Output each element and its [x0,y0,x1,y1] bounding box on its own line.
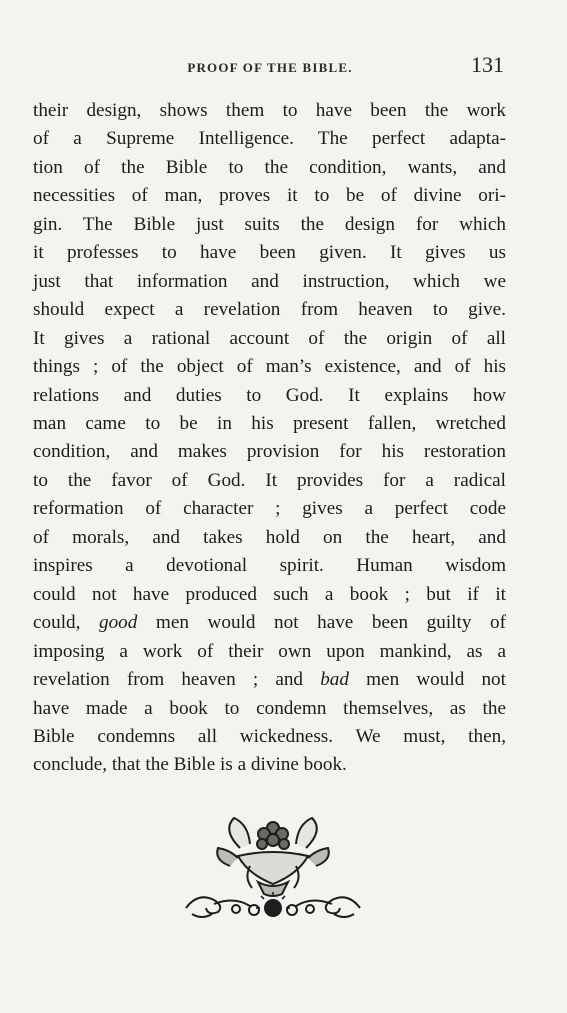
text-segment: condition, and makes provision for his restoration [33,441,506,463]
text-segment: of morals, and takes hold on the heart, and [33,526,506,548]
text-segment: Bible condemns all wickedness. We must, then, [33,725,506,747]
text-segment: man came to be in his present fallen, wretched [33,412,506,434]
text-line [33,438,506,466]
text-line [33,695,506,723]
text-segment: gin. The Bible just suits the design for which [33,213,506,235]
text-segment: could, [33,612,99,634]
text-segment: conclude, that the Bible is a divine book. [33,754,347,776]
text-line [33,325,506,353]
text-segment: of a Supreme Intelligence. The perfect adapta- [33,128,506,150]
text-line [33,353,506,381]
text-line [33,410,506,438]
text-line [33,581,506,609]
text-line [33,751,506,779]
text-line [33,723,506,751]
text-segment: men would not [348,669,506,691]
text-segment: It gives a rational account of the origin of all [33,327,506,349]
text-segment: tion of the Bible to the condition, wants, and [33,156,506,178]
text-line [33,211,506,239]
text-segment: inspires a devotional spirit. Human wisdom [33,555,506,577]
text-segment: just that information and instruction, which we [33,270,506,292]
text-line [33,609,506,637]
text-segment: it professes to have been given. It gives us [33,242,506,264]
text-line [33,638,506,666]
page-header [36,52,504,82]
text-segment: things ; of the object of man’s existence, and of his [33,356,506,378]
text-line [33,239,506,267]
text-segment: revelation from heaven ; and [33,669,321,691]
text-line [33,125,506,153]
text-line [33,552,506,580]
text-line [33,495,506,523]
text-segment: their design, shows them to have been the work [33,100,506,121]
text-segment: imposing a work of their own upon mankind, as a [33,640,506,662]
text-line [33,382,506,410]
text-segment: could not have produced such a book ; but if it [33,583,506,605]
emphasis-text: good [98,612,138,634]
text-segment: men would not have been guilty of [137,612,506,634]
text-segment: should expect a revelation from heaven to give. [33,299,506,321]
text-line [33,268,506,296]
text-line [33,296,506,324]
running-head: PROOF OF THE BIBLE. [187,60,353,75]
text-line [33,666,506,694]
text-line [33,154,506,182]
text-segment: necessities of man, proves it to be of divine ori- [33,185,506,207]
text-line [33,524,506,552]
text-line [33,182,506,210]
body-text [33,97,506,780]
emphasis-text: bad [320,669,349,691]
text-line [33,97,506,125]
text-segment: relations and duties to God. It explains how [33,384,506,406]
floral-tailpiece-ornament-icon [178,808,368,920]
page-number: 131 [471,52,504,77]
text-segment: have made a book to condemn themselves, as the [33,697,506,719]
text-segment: to the favor of God. It provides for a radical [33,469,506,491]
text-line [33,467,506,495]
text-segment: reformation of character ; gives a perfect code [33,498,506,520]
